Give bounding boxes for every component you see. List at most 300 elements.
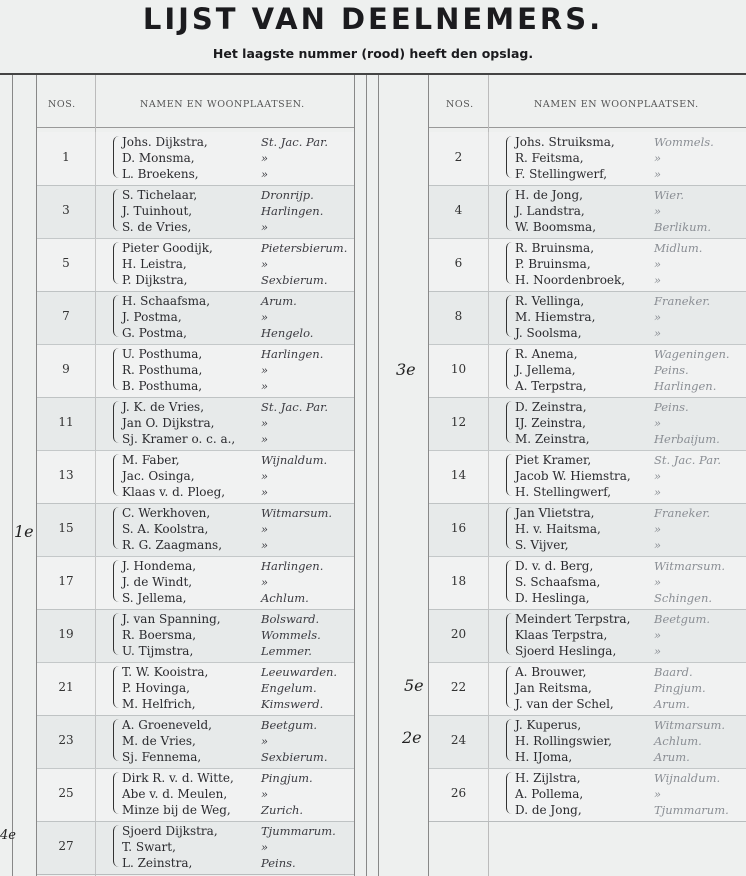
divider bbox=[378, 75, 379, 876]
participant-row bbox=[515, 468, 743, 485]
participant-place: Hengelo. bbox=[261, 326, 314, 340]
participant-name: J. K. de Vries, bbox=[122, 400, 205, 414]
participant-place: Pingjum. bbox=[654, 681, 706, 695]
entry-group bbox=[37, 821, 354, 875]
brace-mark bbox=[506, 401, 513, 443]
participant-name: R. Anema, bbox=[515, 347, 578, 361]
entry-number: 2 bbox=[454, 150, 463, 164]
column-header-names: NAMEN EN WOONPLAATSEN. bbox=[140, 99, 305, 110]
participant-place: » bbox=[261, 575, 269, 589]
participant-row bbox=[515, 680, 743, 697]
annotation-mark: 1e bbox=[14, 522, 34, 541]
entry-number: 16 bbox=[450, 521, 467, 535]
participant-name: A. Groeneveld, bbox=[122, 718, 212, 732]
entry-group bbox=[429, 291, 746, 345]
entry-number: 27 bbox=[58, 839, 74, 853]
participant-name: M. Zeinstra, bbox=[515, 432, 590, 446]
divider bbox=[366, 75, 367, 876]
participant-name: Sj. Kramer o. c. a., bbox=[122, 432, 236, 446]
participant-place: » bbox=[261, 485, 269, 499]
participant-name: D. Heslinga, bbox=[515, 591, 590, 605]
entry-group bbox=[37, 238, 354, 292]
brace-mark bbox=[113, 295, 120, 337]
brace-mark bbox=[113, 507, 120, 549]
participant-place: Kimswerd. bbox=[261, 697, 324, 711]
brace-mark bbox=[506, 454, 513, 496]
brace-mark bbox=[113, 772, 120, 814]
participant-name: H. de Jong, bbox=[515, 188, 583, 202]
participant-place: » bbox=[654, 257, 662, 271]
participant-name: P. Bruinsma, bbox=[515, 257, 591, 271]
participant-row bbox=[122, 823, 351, 840]
entry-number: 14 bbox=[450, 468, 467, 482]
entry-group bbox=[37, 185, 354, 239]
brace-mark bbox=[506, 295, 513, 337]
participant-place: Lemmer. bbox=[261, 644, 312, 658]
entry-number: 1 bbox=[62, 150, 70, 164]
participant-place: Leeuwarden. bbox=[261, 665, 338, 679]
participant-place: Wier. bbox=[654, 188, 684, 202]
participant-row bbox=[122, 802, 351, 819]
participant-row bbox=[515, 203, 743, 220]
participant-place: Achlum. bbox=[261, 591, 309, 605]
participant-place: » bbox=[654, 485, 662, 499]
participant-row bbox=[122, 219, 351, 236]
participant-place: Arum. bbox=[654, 750, 690, 764]
participant-row bbox=[515, 399, 743, 416]
participant-place: Witmarsum. bbox=[261, 506, 333, 520]
participant-row bbox=[122, 309, 351, 326]
participant-place: Zurich. bbox=[261, 803, 304, 817]
participant-place: Bolsward. bbox=[261, 612, 320, 626]
brace-mark bbox=[113, 613, 120, 655]
page-title: LIJST VAN DEELNEMERS. bbox=[142, 2, 604, 36]
participant-name: Meindert Terpstra, bbox=[515, 612, 631, 626]
entry-number: 8 bbox=[454, 309, 463, 323]
participant-place: » bbox=[261, 220, 269, 234]
participant-place: » bbox=[654, 151, 662, 165]
entry-group bbox=[429, 344, 746, 398]
participant-name: J. de Windt, bbox=[122, 575, 193, 589]
header-underline-right bbox=[428, 127, 746, 128]
entry-group bbox=[37, 132, 354, 186]
participant-name: C. Werkhoven, bbox=[122, 506, 211, 520]
participant-row bbox=[122, 786, 351, 803]
brace-mark bbox=[506, 666, 513, 708]
participant-place: » bbox=[261, 469, 269, 483]
participant-place: Harlingen. bbox=[261, 204, 324, 218]
participant-row bbox=[515, 134, 743, 151]
entry-group bbox=[429, 768, 746, 822]
brace-mark bbox=[113, 136, 120, 178]
participant-row bbox=[515, 786, 743, 803]
participant-place: Harlingen. bbox=[654, 379, 717, 393]
participant-name: Jacob W. Hiemstra, bbox=[515, 469, 631, 483]
entry-number: 3 bbox=[62, 203, 70, 217]
participant-place: Arum. bbox=[261, 294, 297, 308]
entry-group bbox=[429, 450, 746, 504]
participant-name: H. Noordenbroek, bbox=[515, 273, 626, 287]
entry-number: 18 bbox=[450, 574, 467, 588]
annotation-mark: 4e bbox=[0, 828, 16, 843]
participant-place: » bbox=[261, 379, 269, 393]
participant-place: » bbox=[654, 469, 662, 483]
participant-row bbox=[122, 240, 351, 257]
participant-place: Engelum. bbox=[261, 681, 317, 695]
participant-name: L. Broekens, bbox=[122, 167, 199, 181]
participant-row bbox=[515, 664, 743, 681]
brace-mark bbox=[506, 719, 513, 761]
entry-number: 7 bbox=[62, 309, 70, 323]
column-header-names: NAMEN EN WOONPLAATSEN. bbox=[534, 99, 699, 110]
participant-name: Sj. Fennema, bbox=[122, 750, 202, 764]
participant-row bbox=[122, 203, 351, 220]
brace-mark bbox=[506, 613, 513, 655]
participant-place: Herbaijum. bbox=[654, 432, 720, 446]
participant-row bbox=[515, 272, 743, 289]
entry-group bbox=[429, 715, 746, 769]
participant-row bbox=[515, 325, 743, 342]
brace-mark bbox=[113, 348, 120, 390]
participant-row bbox=[515, 643, 743, 660]
participant-row bbox=[515, 378, 743, 395]
participant-place: Schingen. bbox=[654, 591, 713, 605]
entry-group bbox=[429, 556, 746, 610]
entry-group bbox=[37, 450, 354, 504]
participant-place: » bbox=[261, 151, 269, 165]
participant-row bbox=[122, 680, 351, 697]
participant-name: Klaas v. d. Ploeg, bbox=[122, 485, 226, 499]
entry-group bbox=[37, 503, 354, 557]
entry-group bbox=[429, 185, 746, 239]
participant-row bbox=[515, 346, 743, 363]
participant-place: Witmarsum. bbox=[654, 718, 726, 732]
participant-row bbox=[122, 733, 351, 750]
participant-name: F. Stellingwerf, bbox=[515, 167, 608, 181]
participant-place: » bbox=[261, 363, 269, 377]
participant-name: A. Pollema, bbox=[515, 787, 584, 801]
entry-number: 5 bbox=[62, 256, 70, 270]
participant-name: G. Postma, bbox=[122, 326, 187, 340]
participant-row bbox=[122, 664, 351, 681]
participant-name: B. Posthuma, bbox=[122, 379, 203, 393]
brace-mark bbox=[113, 825, 120, 867]
participant-place: » bbox=[654, 575, 662, 589]
participant-name: S. Jellema, bbox=[122, 591, 187, 605]
participant-row bbox=[122, 346, 351, 363]
participant-place: » bbox=[654, 644, 662, 658]
participant-name: H. Zijlstra, bbox=[515, 771, 581, 785]
participant-name: H. IJoma, bbox=[515, 750, 573, 764]
participant-name: W. Boomsma, bbox=[515, 220, 597, 234]
participant-name: Piet Kramer, bbox=[515, 453, 592, 467]
entry-group bbox=[37, 397, 354, 451]
participant-name: L. Zeinstra, bbox=[122, 856, 193, 870]
participant-place: Pietersbierum. bbox=[261, 241, 348, 255]
participant-name: R. Feitsma, bbox=[515, 151, 584, 165]
participant-name: J. Tuinhout, bbox=[122, 204, 193, 218]
participant-place: Midlum. bbox=[654, 241, 703, 255]
participant-row bbox=[122, 452, 351, 469]
participant-place: » bbox=[654, 273, 662, 287]
participant-name: Johs. Dijkstra, bbox=[122, 135, 208, 149]
participant-place: Dronrijp. bbox=[261, 188, 314, 202]
brace-mark bbox=[113, 560, 120, 602]
participant-row bbox=[515, 484, 743, 501]
participant-place: » bbox=[654, 628, 662, 642]
entry-number: 24 bbox=[450, 733, 467, 747]
entry-group bbox=[37, 715, 354, 769]
participant-place: » bbox=[261, 416, 269, 430]
entry-group bbox=[429, 503, 746, 557]
participant-place: Pingjum. bbox=[261, 771, 313, 785]
participant-name: H. v. Haitsma, bbox=[515, 522, 601, 536]
entry-group bbox=[429, 132, 746, 186]
participant-name: J. Hondema, bbox=[122, 559, 197, 573]
participant-place: Harlingen. bbox=[261, 347, 324, 361]
participant-row bbox=[122, 717, 351, 734]
participant-name: J. Jellema, bbox=[515, 363, 576, 377]
participant-place: Peins. bbox=[654, 363, 689, 377]
entry-number: 12 bbox=[450, 415, 467, 429]
brace-mark bbox=[506, 136, 513, 178]
participant-name: M. Faber, bbox=[122, 453, 180, 467]
entry-number: 4 bbox=[454, 203, 463, 217]
entry-group bbox=[37, 609, 354, 663]
participant-name: S. Vijver, bbox=[515, 538, 569, 552]
participant-place: Sexbierum. bbox=[261, 273, 328, 287]
participant-row bbox=[122, 484, 351, 501]
participant-row bbox=[122, 505, 351, 522]
entry-number: 20 bbox=[450, 627, 467, 641]
entry-group bbox=[429, 397, 746, 451]
header-underline-left bbox=[36, 127, 354, 128]
participant-name: D. de Jong, bbox=[515, 803, 582, 817]
column-header-nos: NOS. bbox=[48, 99, 76, 110]
participant-row bbox=[122, 150, 351, 167]
brace-mark bbox=[506, 507, 513, 549]
participant-name: R. Posthuma, bbox=[122, 363, 203, 377]
participant-row bbox=[515, 574, 743, 591]
participant-name: R. Boersma, bbox=[122, 628, 197, 642]
participant-row bbox=[122, 293, 351, 310]
participant-name: Minze bij de Weg, bbox=[122, 803, 231, 817]
participant-place: Sexbierum. bbox=[261, 750, 328, 764]
annotation-mark: 2e bbox=[402, 728, 422, 747]
participant-row bbox=[122, 537, 351, 554]
participant-name: H. Leistra, bbox=[122, 257, 187, 271]
entry-number: 17 bbox=[58, 574, 74, 588]
participant-row bbox=[515, 150, 743, 167]
participant-row bbox=[122, 855, 351, 872]
entry-group bbox=[429, 609, 746, 663]
participant-place: St. Jac. Par. bbox=[261, 400, 328, 414]
participant-row bbox=[515, 166, 743, 183]
entry-number: 21 bbox=[58, 680, 74, 694]
brace-mark bbox=[113, 189, 120, 231]
participant-row bbox=[515, 558, 743, 575]
participant-name: Sjoerd Dijkstra, bbox=[122, 824, 218, 838]
participant-row bbox=[515, 733, 743, 750]
participant-place: » bbox=[261, 538, 269, 552]
participant-row bbox=[122, 187, 351, 204]
participant-place: Peins. bbox=[261, 856, 296, 870]
participant-name: J. Postma, bbox=[122, 310, 182, 324]
participant-name: H. Rollingswier, bbox=[515, 734, 612, 748]
participant-row bbox=[515, 537, 743, 554]
entry-number: 6 bbox=[454, 256, 463, 270]
participant-name: Jan Reitsma, bbox=[515, 681, 592, 695]
participant-name: Abe v. d. Meulen, bbox=[122, 787, 228, 801]
participant-place: Harlingen. bbox=[261, 559, 324, 573]
brace-mark bbox=[506, 242, 513, 284]
participant-place: » bbox=[261, 787, 269, 801]
entry-group bbox=[37, 662, 354, 716]
participant-row bbox=[515, 219, 743, 236]
participant-name: Pieter Goodijk, bbox=[122, 241, 213, 255]
participant-row bbox=[122, 415, 351, 432]
entry-number: 26 bbox=[450, 786, 467, 800]
entry-number: 11 bbox=[58, 415, 74, 429]
participant-place: » bbox=[261, 840, 269, 854]
participant-name: J. van Spanning, bbox=[122, 612, 221, 626]
participant-row bbox=[122, 256, 351, 273]
entry-number: 10 bbox=[450, 362, 467, 376]
participant-name: U. Posthuma, bbox=[122, 347, 203, 361]
participant-row bbox=[515, 802, 743, 819]
brace-mark bbox=[113, 242, 120, 284]
participant-place: Wageningen. bbox=[654, 347, 730, 361]
participant-place: » bbox=[654, 787, 662, 801]
participant-row bbox=[122, 770, 351, 787]
participant-row bbox=[515, 590, 743, 607]
participant-row bbox=[122, 399, 351, 416]
participant-row bbox=[515, 611, 743, 628]
participant-row bbox=[122, 627, 351, 644]
participant-row bbox=[122, 166, 351, 183]
participant-name: Jan O. Dijkstra, bbox=[122, 416, 215, 430]
participant-place: » bbox=[261, 734, 269, 748]
entry-number: 9 bbox=[62, 362, 70, 376]
participant-name: Sjoerd Heslinga, bbox=[515, 644, 617, 658]
page-subtitle: Het laagste nummer (rood) heeft den opslag. bbox=[212, 46, 534, 61]
participant-row bbox=[122, 362, 351, 379]
entry-group bbox=[37, 556, 354, 610]
participant-name: J. Soolsma, bbox=[515, 326, 582, 340]
participant-name: S. Tichelaar, bbox=[122, 188, 198, 202]
participant-place: St. Jac. Par. bbox=[654, 453, 721, 467]
annotation-mark: 5e bbox=[404, 676, 424, 695]
participant-row bbox=[122, 378, 351, 395]
participant-name: S. A. Koolstra, bbox=[122, 522, 209, 536]
participant-name: Dirk R. v. d. Witte, bbox=[122, 771, 234, 785]
participant-place: » bbox=[261, 257, 269, 271]
participant-name: Jan Vlietstra, bbox=[515, 506, 595, 520]
brace-mark bbox=[506, 189, 513, 231]
participant-place: » bbox=[261, 310, 269, 324]
entry-group bbox=[37, 291, 354, 345]
divider bbox=[12, 75, 13, 876]
entry-group bbox=[37, 768, 354, 822]
entry-number: 15 bbox=[58, 521, 74, 535]
participant-place: Wommels. bbox=[261, 628, 321, 642]
participant-place: » bbox=[654, 538, 662, 552]
participant-row bbox=[515, 521, 743, 538]
participant-name: R. Vellinga, bbox=[515, 294, 585, 308]
participant-place: Franeker. bbox=[654, 506, 711, 520]
participant-row bbox=[122, 468, 351, 485]
participant-row bbox=[515, 431, 743, 448]
participant-place: Wijnaldum. bbox=[654, 771, 721, 785]
participant-place: Wommels. bbox=[654, 135, 714, 149]
participant-name: D. v. d. Berg, bbox=[515, 559, 594, 573]
participant-name: S. de Vries, bbox=[122, 220, 192, 234]
participant-row bbox=[515, 717, 743, 734]
participant-name: M. Hiemstra, bbox=[515, 310, 596, 324]
participant-row bbox=[515, 240, 743, 257]
participant-row bbox=[122, 643, 351, 660]
participant-name: Johs. Struiksma, bbox=[515, 135, 615, 149]
participant-place: Franeker. bbox=[654, 294, 711, 308]
participant-row bbox=[122, 611, 351, 628]
participant-place: Witmarsum. bbox=[654, 559, 726, 573]
participant-place: Arum. bbox=[654, 697, 690, 711]
participant-place: St. Jac. Par. bbox=[261, 135, 328, 149]
participant-row bbox=[122, 574, 351, 591]
divider bbox=[354, 75, 355, 876]
entry-number: 13 bbox=[58, 468, 74, 482]
participant-name: S. Schaafsma, bbox=[515, 575, 601, 589]
brace-mark bbox=[506, 560, 513, 602]
participant-row bbox=[515, 505, 743, 522]
entry-number: 19 bbox=[58, 627, 74, 641]
entry-group bbox=[429, 662, 746, 716]
participant-name: T. W. Kooistra, bbox=[122, 665, 209, 679]
entry-group bbox=[37, 344, 354, 398]
top-rule bbox=[0, 73, 746, 75]
participant-row bbox=[515, 696, 743, 713]
participant-row bbox=[122, 839, 351, 856]
entry-number: 23 bbox=[58, 733, 74, 747]
participant-row bbox=[122, 325, 351, 342]
brace-mark bbox=[506, 348, 513, 390]
brace-mark bbox=[113, 719, 120, 761]
participant-row bbox=[122, 272, 351, 289]
participant-name: J. Landstra, bbox=[515, 204, 585, 218]
participant-name: M. de Vries, bbox=[122, 734, 196, 748]
participant-row bbox=[515, 452, 743, 469]
participant-place: » bbox=[261, 432, 269, 446]
participant-name: A. Brouwer, bbox=[515, 665, 587, 679]
entry-number: 25 bbox=[58, 786, 74, 800]
participant-name: R. G. Zaagmans, bbox=[122, 538, 223, 552]
participant-place: » bbox=[654, 522, 662, 536]
participant-name: P. Hovinga, bbox=[122, 681, 190, 695]
brace-mark bbox=[506, 772, 513, 814]
participant-place: » bbox=[261, 167, 269, 181]
participant-row bbox=[515, 362, 743, 379]
participant-name: D. Zeinstra, bbox=[515, 400, 587, 414]
brace-mark bbox=[113, 401, 120, 443]
participant-place: » bbox=[654, 167, 662, 181]
participant-place: Tjummarum. bbox=[261, 824, 336, 838]
participant-name: R. Bruinsma, bbox=[515, 241, 595, 255]
participant-place: » bbox=[654, 204, 662, 218]
participant-place: » bbox=[654, 310, 662, 324]
participant-row bbox=[515, 770, 743, 787]
participant-row bbox=[122, 558, 351, 575]
participant-name: IJ. Zeinstra, bbox=[515, 416, 586, 430]
